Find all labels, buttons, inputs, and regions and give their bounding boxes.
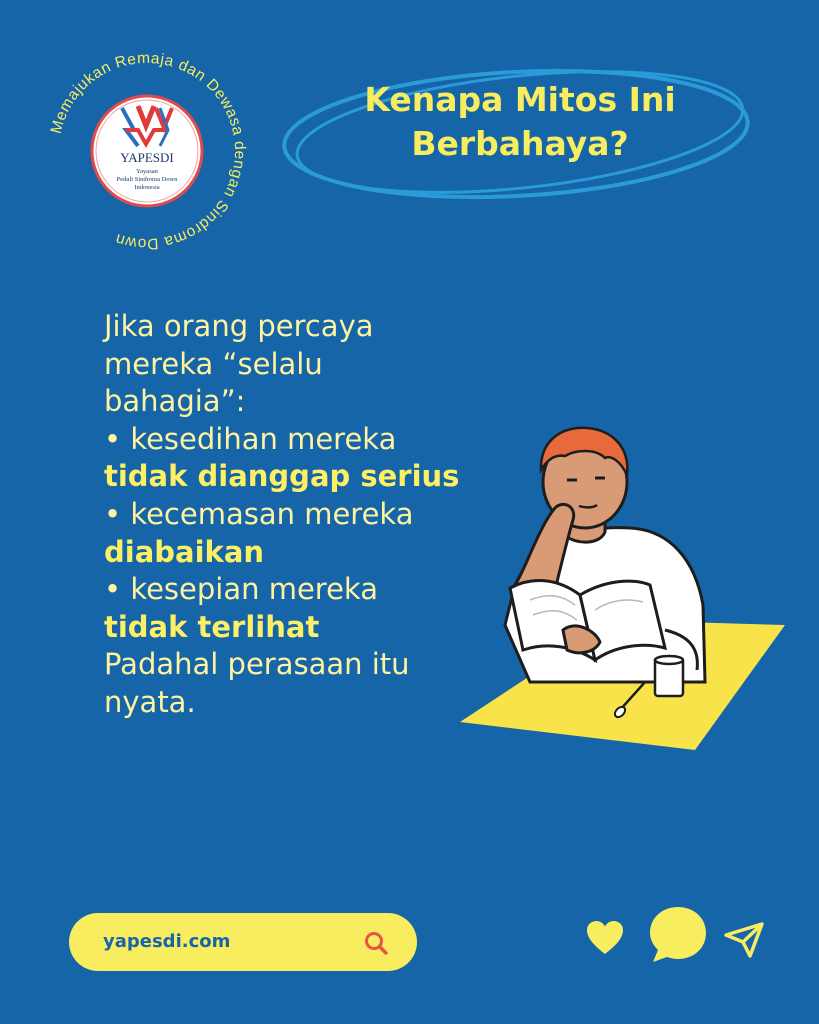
list-item-1: • kesedihan mereka — [104, 421, 397, 456]
list-item-3-bold: tidak terlihat — [104, 609, 320, 644]
closing-line-2: nyata. — [104, 684, 196, 719]
page-title-line-1: Kenapa Mitos Ini — [364, 80, 676, 119]
page-title-line-2: Berbahaya? — [411, 124, 629, 163]
list-item-2: • kecemasan mereka — [104, 496, 414, 531]
intro-line-3: bahagia”: — [104, 384, 246, 419]
list-item-3: • kesepian mereka — [104, 572, 378, 607]
website-text[interactable]: yapesdi.com — [103, 931, 231, 952]
title-block — [280, 50, 760, 210]
closing-line-1: Padahal perasaan itu — [104, 647, 410, 682]
body-text — [104, 308, 464, 722]
chat-bubble-icon[interactable] — [648, 905, 708, 963]
heart-icon[interactable] — [586, 920, 624, 956]
search-icon[interactable] — [363, 930, 389, 956]
yapesdi-logo — [42, 46, 252, 256]
logo-graphic — [42, 46, 252, 256]
intro-line-1: Jika orang percaya — [104, 309, 374, 343]
search-bar[interactable] — [69, 913, 417, 971]
list-item-1-bold: tidak dianggap serius — [104, 459, 460, 494]
logo-subtitle-1: Yayasan — [136, 168, 158, 175]
logo-subtitle-2: Peduli Sindroma Down — [116, 176, 178, 183]
list-item-2-bold: diabaikan — [104, 534, 265, 569]
send-icon[interactable] — [724, 922, 764, 958]
intro-line-2: mereka “selalu — [104, 346, 323, 381]
page-title — [320, 78, 720, 166]
logo-subtitle-3: Indonesia — [134, 184, 160, 191]
logo-name: YAPESDI — [120, 150, 174, 165]
logo-ring-text: Memajukan Remaja dan Dewasa dengan Sindroma Down — [47, 49, 249, 253]
reading-person-illustration — [455, 420, 795, 760]
